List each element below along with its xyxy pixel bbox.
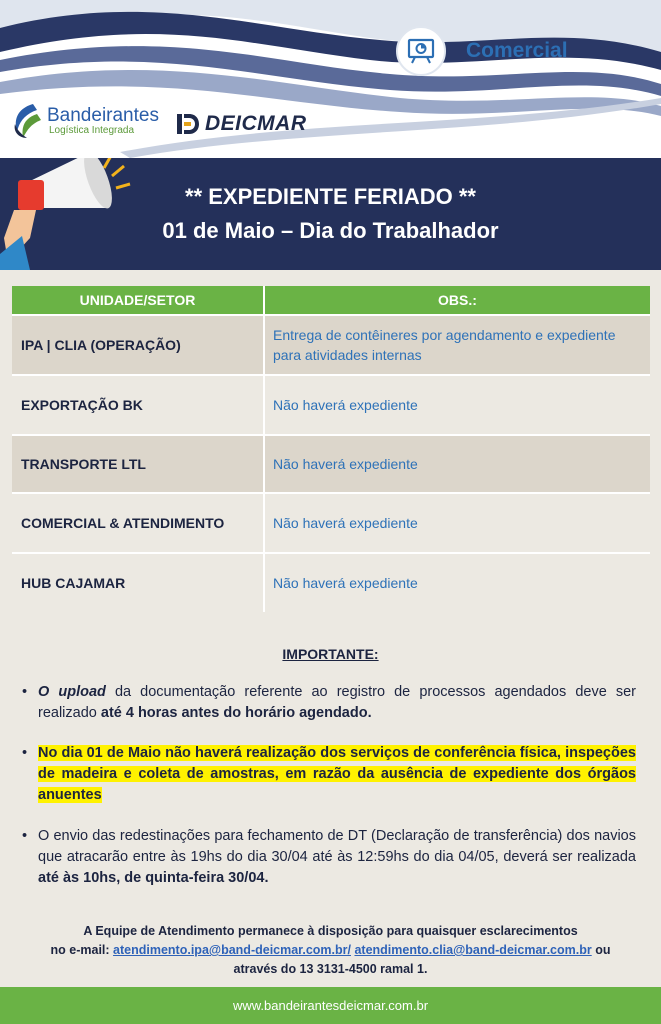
deicmar-name: DEICMAR — [205, 112, 307, 135]
email-ipa-link[interactable]: atendimento.ipa@band-deicmar.com.br/ — [113, 943, 351, 957]
deicmar-logo — [176, 112, 307, 136]
holiday-banner — [0, 158, 661, 270]
header — [0, 0, 661, 158]
bullet1-text: da documentação referente ao registro de processos agendados deve ser realizado — [38, 684, 636, 721]
department-label: Comercial — [466, 39, 568, 62]
website-link[interactable]: www.bandeirantesdeicmar.com.br — [232, 998, 429, 1013]
row-unit: EXPORTAÇÃO BK — [12, 376, 265, 434]
bullet3-text: O envio das redestinações para fechamento de DT (Declaração de transferência) dos navios que atracarão entre às 19hs do dia 30/04 até às 12:59hs do dia 04/05, deverá ser realizada — [38, 828, 636, 865]
important-bullet-upload — [22, 682, 636, 724]
row-unit: TRANSPORTE LTL — [12, 436, 265, 492]
footer — [0, 987, 661, 1024]
row-obs: Não haverá expediente — [273, 515, 418, 531]
bandeirantes-emblem-icon — [11, 102, 43, 140]
contact-suffix: ou — [591, 943, 611, 957]
row-unit: HUB CAJAMAR — [12, 554, 265, 612]
important-bullet-holiday — [22, 743, 636, 806]
bandeirantes-name: Bandeirantes — [47, 105, 159, 126]
department-badge — [396, 26, 568, 76]
row-unit: IPA | CLIA (OPERAÇÃO) — [12, 316, 265, 374]
table-row — [12, 314, 650, 374]
bullet1-bold: até 4 horas antes do horário agendado. — [100, 705, 372, 721]
schedule-table — [12, 286, 650, 612]
presentation-board-icon — [396, 26, 446, 76]
row-obs: Não haverá expediente — [273, 575, 418, 591]
table-row — [12, 374, 650, 434]
banner-title-line2: 01 de Maio – Dia do Trabalhador — [162, 218, 499, 243]
contact-prefix: no e-mail: — [50, 943, 114, 957]
contact-line3: através do 13 3131-4500 ramal 1. — [233, 962, 428, 976]
contact-line1: A Equipe de Atendimento permanece à disposição para quaisquer esclarecimentos — [83, 924, 578, 938]
table-row — [12, 492, 650, 552]
row-obs: Não haverá expediente — [273, 456, 418, 472]
contact-info — [0, 922, 661, 979]
banner-title-line1: ** EXPEDIENTE FERIADO ** — [185, 184, 476, 209]
table-row — [12, 552, 650, 612]
important-title: IMPORTANTE: — [282, 646, 379, 662]
row-unit: COMERCIAL & ATENDIMENTO — [12, 494, 265, 552]
deicmar-emblem-icon — [176, 112, 200, 136]
contact-line2 — [0, 941, 661, 960]
bullet2-text: No dia 01 de Maio não haverá realização dos serviços de conferência física, inspeções de madeira e coleta de amostras, em razão da ausência de expediente dos órgãos anuentes — [38, 745, 636, 803]
table-header-row — [12, 286, 650, 314]
row-obs: Não haverá expediente — [273, 397, 418, 413]
bullet1-lead: O upload — [38, 684, 106, 700]
header-unit: UNIDADE/SETOR — [12, 286, 265, 314]
bandeirantes-tagline: Logística Integrada — [49, 125, 135, 136]
bandeirantes-logo — [11, 102, 159, 140]
row-obs: Entrega de contêineres por agendamento e expediente para atividades internas — [273, 327, 616, 363]
important-bullet-redestination — [22, 826, 636, 889]
megaphone-icon — [0, 158, 150, 270]
header-obs: OBS.: — [438, 292, 477, 308]
bullet3-bold: até às 10hs, de quinta-feira 30/04. — [38, 870, 269, 886]
table-row — [12, 434, 650, 492]
email-clia-link[interactable]: atendimento.clia@band-deicmar.com.br — [354, 943, 592, 957]
